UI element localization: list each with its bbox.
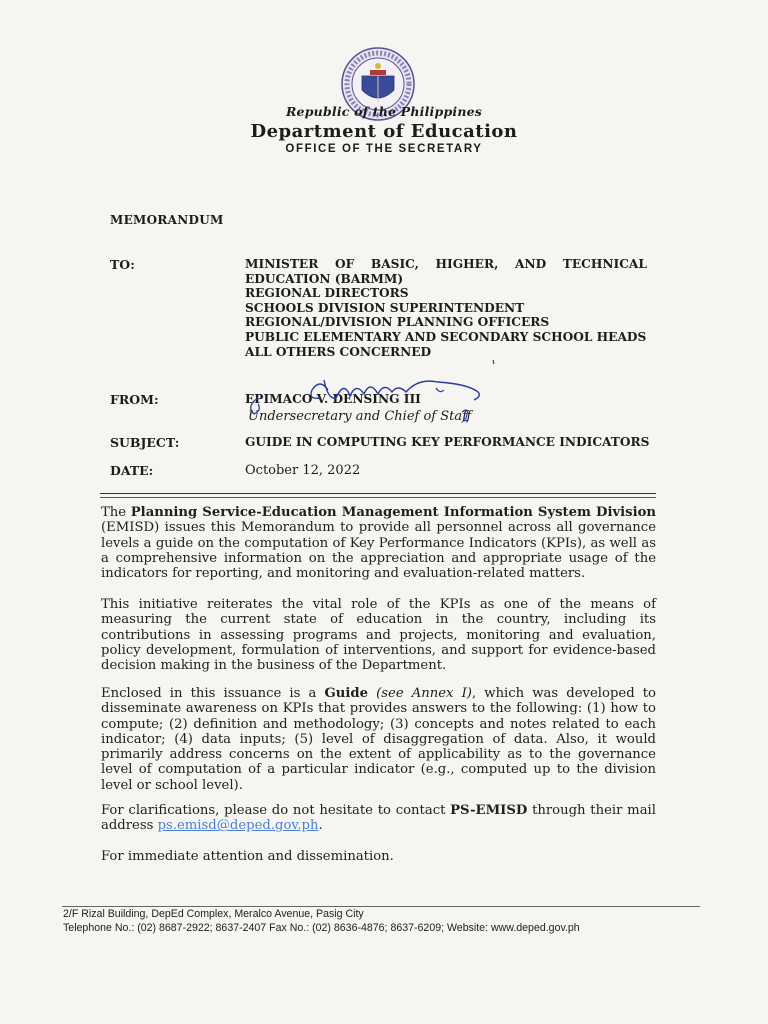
from-name: EPIMACO V. DENSING III — [245, 392, 421, 406]
recipient-word: TECHNICAL — [562, 257, 647, 271]
republic-heading: Republic of the Philippines — [285, 104, 483, 119]
email-link[interactable]: ps.emisd@deped.gov.ph — [157, 818, 319, 834]
recipient-word: OF — [334, 257, 355, 271]
body-paragraph-3 — [101, 686, 656, 793]
date-label: DATE: — [110, 463, 154, 478]
from-label: FROM: — [110, 392, 159, 407]
body-paragraph-2: This initiative reiterates the vital role of the KPIs as one of the means of measuring the current state of education in the country, including its contributions in assessing programs and projects, monitoring and evaluation, policy development, formulation of interventions, and support for evidence-based decision making in the business of the Department. — [101, 597, 656, 674]
recipient-line-7: ALL OTHERS CONCERNED — [245, 344, 432, 359]
footer-rule — [62, 906, 700, 907]
recipient-word: HIGHER, — [435, 257, 499, 271]
contact-unit: PS-EMISD — [450, 803, 528, 818]
memo-title: MEMORANDUM — [110, 213, 224, 227]
guide-label: Guide — [324, 686, 368, 701]
recipient-line-3: REGIONAL DIRECTORS — [245, 286, 409, 301]
text: through their mail address — [101, 803, 656, 834]
divider-rule-thin — [100, 497, 656, 498]
handwritten-signature — [228, 360, 498, 440]
footer-contact: Telephone No.: (02) 8687-2922; 8637-2407 Fax No.: (02) 8636-4876; 8637-6209; Website: www.deped.gov.ph — [63, 922, 580, 934]
to-recipients — [245, 257, 647, 359]
divider-rule — [100, 493, 656, 494]
subject-value: GUIDE IN COMPUTING KEY PERFORMANCE INDICATORS — [245, 435, 650, 449]
text: For clarifications, please do not hesitate to contact — [101, 803, 451, 818]
from-title: Undersecretary and Chief of Staff — [248, 409, 472, 424]
recipient-line-6: PUBLIC ELEMENTARY AND SECONDARY SCHOOL HEADS — [245, 329, 647, 344]
subject-label: SUBJECT: — [110, 435, 180, 450]
body-paragraph-1 — [101, 505, 656, 581]
recipient-line-4: SCHOOLS DIVISION SUPERINTENDENT — [245, 300, 525, 315]
text: , which was developed to disseminate awareness on KPIs that provides answers to the following: (1) how to compute; (2) definition and methodology; (3) concepts and notes related to each indicator; (4) data inputs; (5) level of disaggregation of data. Also, it would primarily address concerns on the extent of applicability as to the governance level of computation of a particular indicator (e.g., computed up to the division level or school level). — [101, 686, 657, 793]
division-name: Planning Service-Education Management Information System Division — [130, 505, 656, 520]
recipient-line-2: EDUCATION (BARMM) — [245, 271, 404, 286]
office-heading: OFFICE OF THE SECRETARY — [285, 143, 483, 155]
body-paragraph-4 — [101, 803, 656, 834]
text: (EMISD) issues this Memorandum to provide all personnel across all governance levels a guide on the computation of Key Performance Indicators (KPIs), as well as a comprehensive information on the appreciation and appropriate usage of the indicators for reporting, and monitoring and evaluation-related matters. — [101, 520, 656, 582]
text: The — [101, 505, 131, 520]
footer-address: 2/F Rizal Building, DepEd Complex, Meralco Avenue, Pasig City — [63, 908, 364, 920]
date-value: October 12, 2022 — [245, 463, 361, 478]
department-heading: Department of Education — [250, 121, 518, 142]
recipient-line-5: REGIONAL/DIVISION PLANNING OFFICERS — [245, 315, 550, 330]
annex-ref: (see Annex I) — [367, 686, 472, 701]
text: . — [318, 818, 323, 834]
to-label: TO: — [110, 257, 135, 272]
recipient-word: AND — [514, 257, 547, 271]
body-paragraph-5: For immediate attention and dissemination. — [101, 849, 394, 864]
recipient-word: BASIC, — [370, 257, 419, 271]
recipient-word: MINISTER — [245, 257, 319, 271]
text: Enclosed in this issuance is a — [101, 686, 325, 701]
recipient-line-1 — [245, 257, 647, 272]
